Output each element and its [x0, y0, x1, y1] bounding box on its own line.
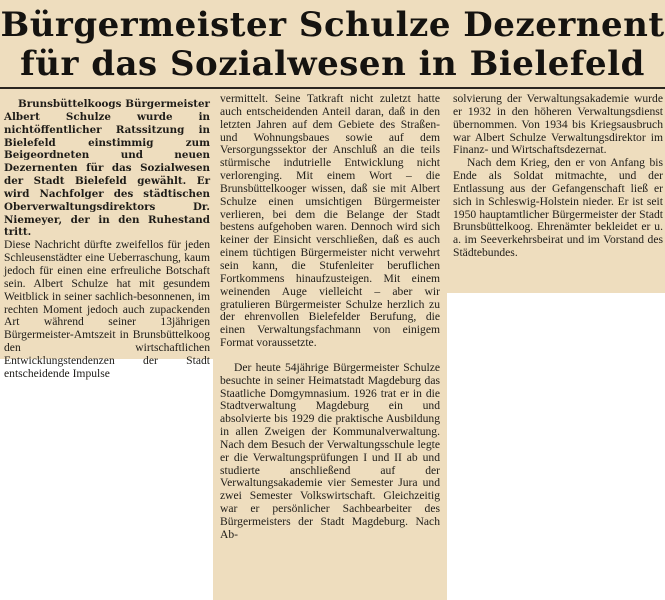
lead-paragraph: Brunsbüttelkoogs Bürgermeister Albert Schulze wurde in nichtöffentlicher Ratssitzung in Bielefeld einstimmig zum Beigeordneten und neuen Dezernenten für das Sozialwesen der Stadt Bielefeld gewählt. Er wird Nachfolger des städtischen Oberverwaltungsdirektors Dr. Niemeyer, der in den Ruhestand tritt. — [4, 98, 210, 239]
headline-rule — [0, 87, 665, 89]
article-column-3 — [453, 93, 663, 260]
body-paragraph: solvierung der Verwaltungsakademie wurde er 1932 in den höheren Verwaltungsdienst übernommen. Von 1934 bis Kriegsausbruch war Albert Schulze Verwaltungsdirektor im Finanz- und Wirtschaftsdezernat. — [453, 92, 663, 157]
headline-line-1: Bürgermeister Schulze Dezernent — [0, 5, 665, 45]
article-column-1 — [4, 98, 210, 381]
body-paragraph: Der heute 54jährige Bürgermeister Schulze besuchte in seiner Heimatstadt Magdeburg das Staatliche Domgymnasium. 1926 trat er in die Stadtverwaltung Magdeburg ein und absolvierte bis 1929 die praktische Ausbildung in allen Zweigen der Kommunalverwaltung. Nach dem Besuch der Verwaltungsschule legte er die Verwaltungsprüfungen I und II ab und studierte anschließend auf der Verwaltungsakademie vier Semester Jura und zwei Semester Volkswirtschaft. Gleichzeitig war er persönlicher Sachbearbeiter des Bürgermeisters der Stadt Magdeburg. Nach Ab- — [220, 360, 440, 541]
headline-line-2: für das Sozialwesen in Bielefeld — [20, 44, 645, 84]
article-column-2 — [220, 93, 440, 542]
body-paragraph: Nach dem Krieg, den er von Anfang bis Ende als Soldat mitmachte, und der Entlassung aus der Gefangenschaft ließ er sich in Schleswig-Holstein nieder. Er ist seit 1950 hauptamtlicher Bürgermeister der Stadt Brunsbüttelkoog. Ehrenämter bekleidet er u. a. im Seeverkehrsbeirat und im Vorstand des Städtebundes. — [453, 156, 663, 260]
body-paragraph: Diese Nachricht dürfte zweifellos für jeden Schleusenstädter eine Ueberraschung, kaum jedoch für einen eine erfreuliche Botschaft sein. Albert Schulze hat mit gesundem Weitblick in seiner sachlich-besonnenen, im rechten Moment jedoch auch zupackenden Art während seiner 13jährigen Bürgermeister-Amtszeit in Brunsbüttelkoog den wirtschaftlichen Entwicklungstendenzen der Stadt entscheidende Impulse — [4, 238, 210, 380]
body-paragraph: vermittelt. Seine Tatkraft nicht zuletzt hatte auch entscheidenden Anteil daran, daß in den letzten Jahren auf dem Gebiete des Straßen- und Wohnungsbaues sowie auf dem Versorgungssektor der Anschluß an die teils stürmische indutrielle Entwicklung nicht verlorenging. Mit einem Wort – die Brunsbüttelkooger wissen, daß sie mit Albert Schulze einen umsichtigen Bürgermeister verlieren, bei dem die Belange der Stadt bestens aufgehoben waren. Dennoch wird sich keiner der Einsicht verschließen, daß es auch einem tüchtigen Bürgermeister nicht verwehrt sein kann, die Stufenleiter beruflichen Fortkommens hinaufzusteigen. Mit einem weinenden Auge vielleicht – aber wir gratulieren Bürgermeister Schulze herzlich zu der ehrenvollen Bielefelder Berufung, die einen Verwaltungsfachmann von einigem Format voraussetzte. — [220, 92, 440, 350]
